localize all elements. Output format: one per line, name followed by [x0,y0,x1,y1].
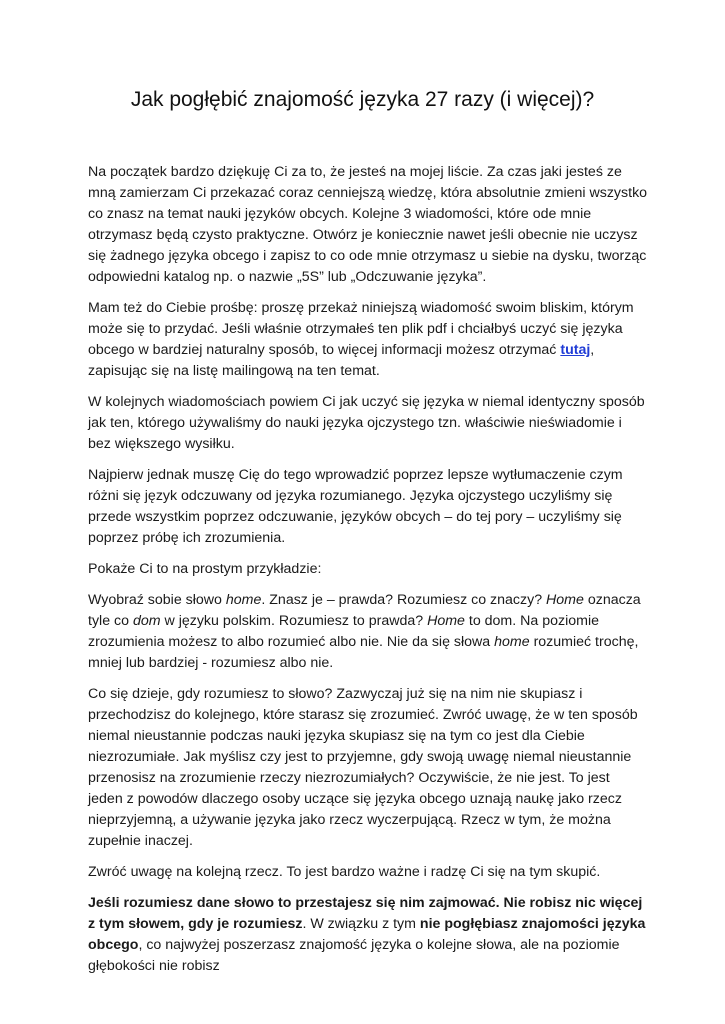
key-point-bold: nie pogłębiasz znajomości języka obcego [88,916,646,953]
signup-link[interactable]: tutaj [560,342,591,358]
paragraph-next-messages: W kolejnych wiadomościach powiem Ci jak uczyć się języka w niemal identyczny sposób jak ten, którego używaliśmy do nauki języka ojczystego tzn. właściwie nieświadomie i bez większego wysiłku. [88,394,645,452]
paragraph-request-text-after: , zapisując się na listę mailingową na ten temat. [88,342,595,379]
example-text: rozumieć trochę, mniej lub bardziej - rozumiesz albo nie. [88,634,639,671]
example-word-italic: home [494,634,530,650]
example-word-italic: Home [427,613,465,629]
key-point-text: , co najwyżej poszerzasz znajomość języka o kolejne słowa, ale na poziomie głębokości nie robisz [88,937,620,974]
paragraph-understanding: Co się dzieje, gdy rozumiesz to słowo? Zazwyczaj już się na nim nie skupiasz i przechodzisz do kolejnego, które starasz się zrozumieć. Zwróć uwagę, że w ten sposób niemal nieustannie podczas nauki języka skupiasz się na tym co jest dla Ciebie niezrozumiałe. Jak myślisz czy jest to przyjemne, gdy swoją uwagę niemal nieustannie przenosisz na zrozumienie rzeczy niezrozumiałych? Oczywiście, że nie jest. To jest jeden z powodów dlaczego osoby uczące się języka obcego uznają naukę jako rzecz nieprzyjemną, a używanie języka jako rzecz wyczerpującą. Rzecz w tym, że można zupełnie inaczej. [88,686,638,849]
page-title: Jak pogłębić znajomość języka 27 razy (i więcej)? [130,88,595,111]
example-text: w języku polskim. Rozumiesz to prawda? [160,613,428,629]
paragraph-example-intro: Pokaże Ci to na prostym przykładzie: [88,561,322,577]
paragraph-example [88,590,648,674]
paragraph-attention: Zwróć uwagę na kolejną rzecz. To jest bardzo ważne i radzę Ci się na tym skupić. [88,864,601,880]
paragraph-key-point [88,893,648,977]
paragraph-request [88,298,648,382]
key-point-bold: Jeśli rozumiesz dane słowo to przestajesz się nim zajmować. Nie robisz nic więcej z tym słowem, gdy je rozumiesz [88,895,643,932]
example-word-italic: home [225,592,262,608]
paragraph-request-text-before: Mam też do Ciebie prośbę: proszę przekaż niniejszą wiadomość swoim bliskim, którym może się to przydać. Jeśli właśnie otrzymałeś ten plik pdf i chciałbyś uczyć się języka obcego w bardziej naturalny sposób, to więcej informacji możesz otrzymać [88,300,634,358]
paragraph-difference: Najpierw jednak muszę Cię do tego wprowadzić poprzez lepsze wytłumaczenie czym różni się język odczuwany od języka rozumianego. Języka ojczystego uczyliśmy się przede wszystkim poprzez odczuwanie, języków obcych – do tej pory – uczyliśmy się poprzez próbę ich zrozumienia. [88,467,623,546]
example-text: oznacza tyle co [88,592,641,629]
example-word-italic: dom [132,613,161,629]
key-point-text: . W związku z tym [302,916,420,932]
example-word-italic: Home [546,592,584,608]
example-text: . Znasz je – prawda? Rozumiesz co znaczy? [261,592,547,608]
document-body [88,162,648,987]
paragraph-intro: Na początek bardzo dziękuję Ci za to, że jesteś na mojej liście. Za czas jaki jesteś ze mną zamierzam Ci przekazać coraz cenniejszą wiedzę, która absolutnie zmieni wszystko co znasz na temat nauki języków obcych. Kolejne 3 wiadomości, które ode mnie otrzymasz będą czysto praktyczne. Otwórz je koniecznie nawet jeśli obecnie nie uczysz się żadnego języka obcego i zapisz to co ode mnie otrzymasz u siebie na dysku, tworząc odpowiedni katalog np. o nazwie „5S” lub „Odczuwanie języka”. [88,164,648,285]
example-text: to dom. Na poziomie zrozumienia możesz to albo rozumieć albo nie. Nie da się słowa [88,613,599,650]
example-text: Wyobraź sobie słowo [88,592,226,608]
